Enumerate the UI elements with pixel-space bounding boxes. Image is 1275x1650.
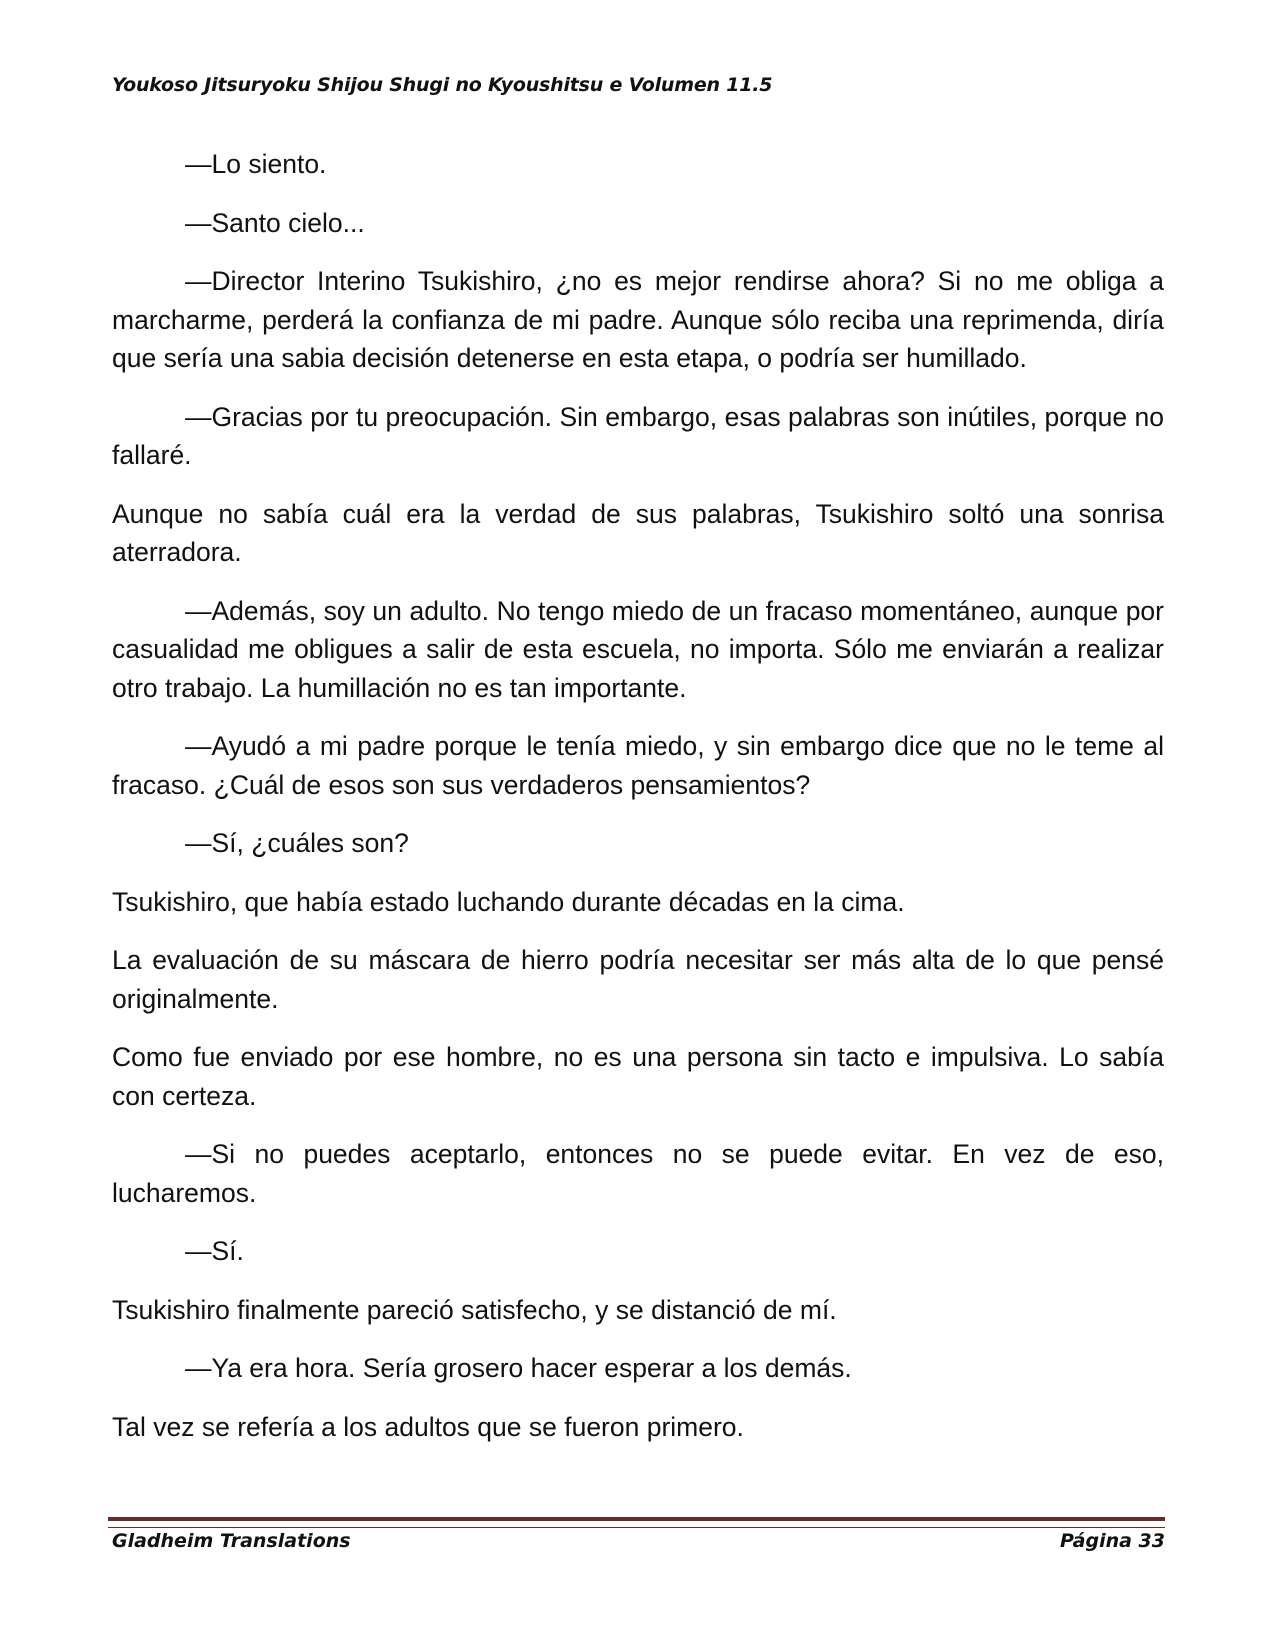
footer-page-number: Página 33 — [1059, 1530, 1165, 1552]
paragraph: —Además, soy un adulto. No tengo miedo de un fracaso momentáneo, aunque por casualidad me obligues a salir de esta escuela, no importa. Sólo me enviarán a realizar otro trabajo. La humillación no es tan importante. — [112, 595, 1164, 703]
paragraph: Como fue enviado por ese hombre, no es una persona sin tacto e impulsiva. Lo sabía con certeza. — [112, 1042, 1164, 1111]
page-header-title: Youkoso Jitsuryoku Shijou Shugi no Kyoushitsu e Volumen 11.5 — [112, 74, 773, 96]
paragraph: —Director Interino Tsukishiro, ¿no es mejor rendirse ahora? Si no me obliga a marcharme, perderá la confianza de mi padre. Aunque sólo reciba una reprimenda, diría que sería una sabia decisión detenerse en esta etapa, o podría ser humillado. — [112, 266, 1164, 373]
paragraph: Tal vez se refería a los adultos que se fueron primero. — [112, 1411, 744, 1442]
page-body — [112, 145, 1164, 1466]
paragraph: Tsukishiro, que había estado luchando durante décadas en la cima. — [112, 886, 905, 917]
paragraph: —Gracias por tu preocupación. Sin embargo, esas palabras son inútiles, porque no fallaré. — [112, 401, 1164, 470]
paragraph: —Ayudó a mi padre porque le tenía miedo, y sin embargo dice que no le teme al fracaso. ¿Cuál de esos son sus verdaderos pensamientos? — [112, 731, 1164, 800]
paragraph: —Sí, ¿cuáles son? — [185, 828, 409, 858]
paragraph: —Lo siento. — [185, 149, 327, 179]
footer-divider — [108, 1517, 1165, 1528]
paragraph: —Sí. — [185, 1236, 244, 1266]
footer-publisher: Gladheim Translations — [112, 1530, 351, 1552]
paragraph: —Santo cielo... — [185, 207, 365, 238]
paragraph: Tsukishiro finalmente pareció satisfecho, y se distanció de mí. — [112, 1294, 837, 1325]
paragraph: Aunque no sabía cuál era la verdad de sus palabras, Tsukishiro soltó una sonrisa aterradora. — [112, 498, 1164, 567]
paragraph: La evaluación de su máscara de hierro podría necesitar ser más alta de lo que pensé originalmente. — [112, 945, 1164, 1014]
paragraph: —Si no puedes aceptarlo, entonces no se puede evitar. En vez de eso, lucharemos. — [112, 1139, 1164, 1208]
paragraph: —Ya era hora. Sería grosero hacer esperar a los demás. — [185, 1353, 852, 1383]
